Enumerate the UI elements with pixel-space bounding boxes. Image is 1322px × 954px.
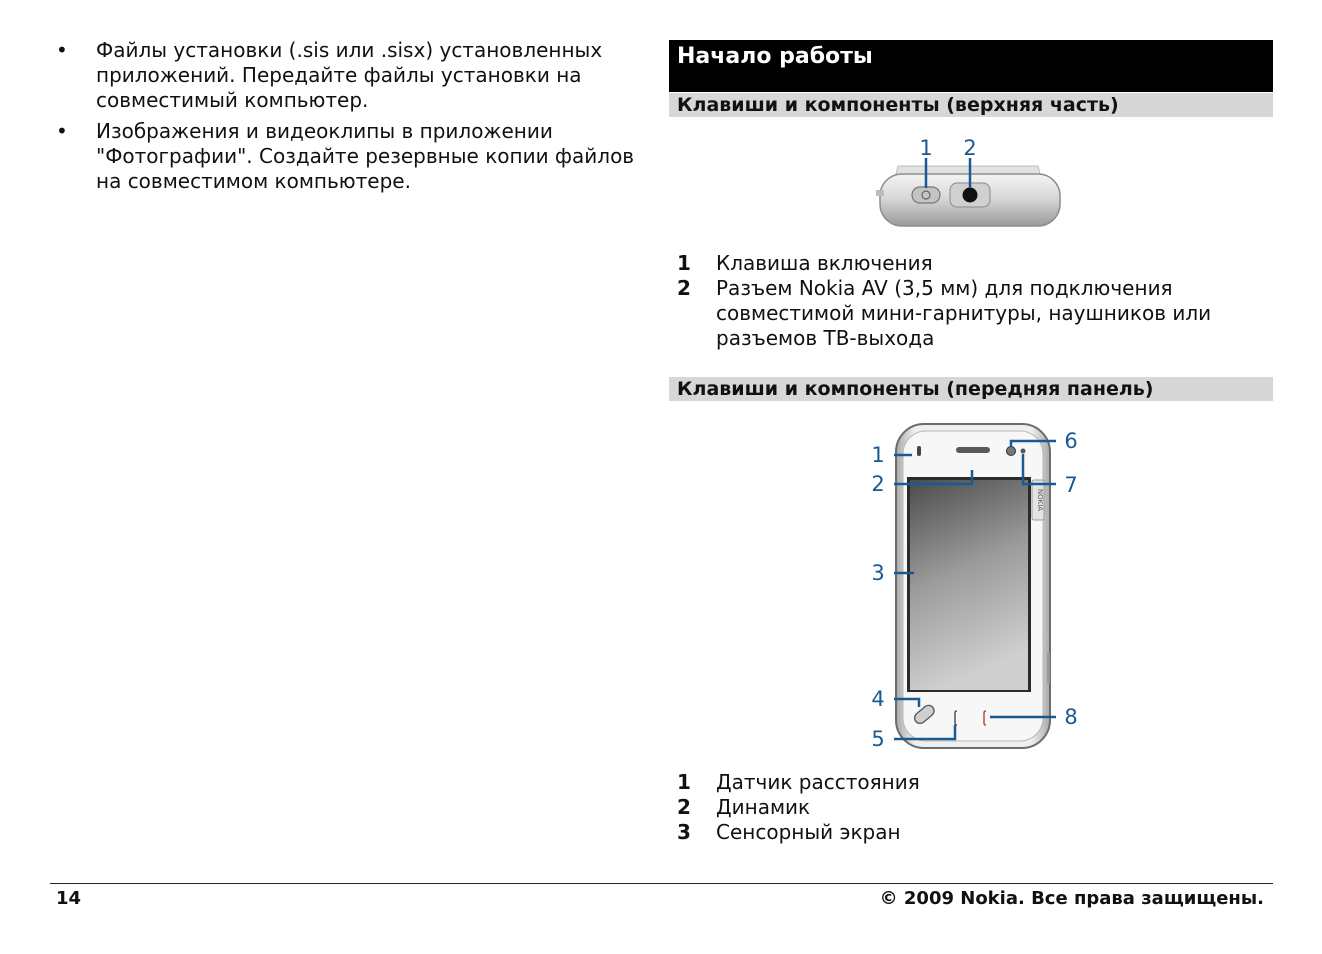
page-number: 14	[56, 888, 82, 909]
front-keys-list	[677, 770, 1237, 845]
top-keys-list	[677, 251, 1237, 351]
bullet-marker: •	[56, 38, 68, 62]
footer-divider	[50, 883, 1273, 884]
power-key	[912, 187, 940, 203]
side-notch	[876, 190, 884, 196]
callout-label-1: 1	[871, 443, 885, 467]
callout-label-7: 7	[1064, 473, 1078, 497]
left-column	[56, 38, 656, 200]
item-number: 2	[677, 795, 691, 819]
item-number: 2	[677, 276, 691, 300]
phone-front-view-figure	[858, 418, 1088, 754]
av-connector	[963, 188, 978, 203]
bullet-text: Изображения и видеоклипы в приложении "Фотографии". Создайте резервные копии файлов на совместимом компьютере.	[96, 119, 635, 193]
section-title: Начало работы	[669, 40, 1273, 92]
side-key	[1047, 653, 1050, 683]
item-text: Клавиша включения	[716, 251, 933, 275]
phone-top-edge	[896, 166, 1040, 174]
callout-label-6: 6	[1064, 429, 1078, 453]
item-text: Динамик	[716, 795, 811, 819]
bullet-text: Файлы установки (.sis или .sisx) установленных приложений. Передайте файлы установки на совместимый компьютер.	[96, 38, 603, 112]
light-sensor	[1021, 449, 1026, 454]
item-number: 1	[677, 251, 691, 275]
nokia-brand-text: NOKIA	[1036, 488, 1044, 512]
top-keys-heading: Клавиши и компоненты (верхняя часть)	[669, 93, 1273, 117]
callout-label-1: 1	[919, 136, 933, 160]
item-text: Сенсорный экран	[716, 820, 901, 844]
list-item	[677, 820, 1237, 845]
touch-screen	[910, 480, 1028, 690]
copyright-notice: © 2009 Nokia. Все права защищены.	[879, 888, 1264, 909]
phone-top-view-figure	[868, 130, 1068, 230]
callout-label-2: 2	[871, 472, 885, 496]
bullet-item	[56, 38, 656, 113]
front-camera	[1007, 447, 1016, 456]
bullet-item	[56, 119, 656, 194]
list-item	[677, 795, 1237, 820]
earpiece-speaker	[956, 447, 990, 453]
item-text: Разъем Nokia AV (3,5 мм) для подключения совместимой мини-гарнитуры, наушников или разъемов ТВ-выхода	[716, 276, 1212, 350]
list-item	[677, 276, 1237, 351]
callout-label-5: 5	[871, 727, 885, 751]
callout-label-3: 3	[871, 561, 885, 585]
callout-label-2: 2	[963, 136, 977, 160]
front-keys-heading: Клавиши и компоненты (передняя панель)	[669, 377, 1273, 401]
list-item	[677, 770, 1237, 795]
item-number: 1	[677, 770, 691, 794]
callout-label-8: 8	[1064, 705, 1078, 729]
callout-label-4: 4	[871, 687, 885, 711]
item-number: 3	[677, 820, 691, 844]
bullet-marker: •	[56, 119, 68, 143]
list-item	[677, 251, 1237, 276]
proximity-sensor	[917, 446, 921, 456]
item-text: Датчик расстояния	[716, 770, 920, 794]
